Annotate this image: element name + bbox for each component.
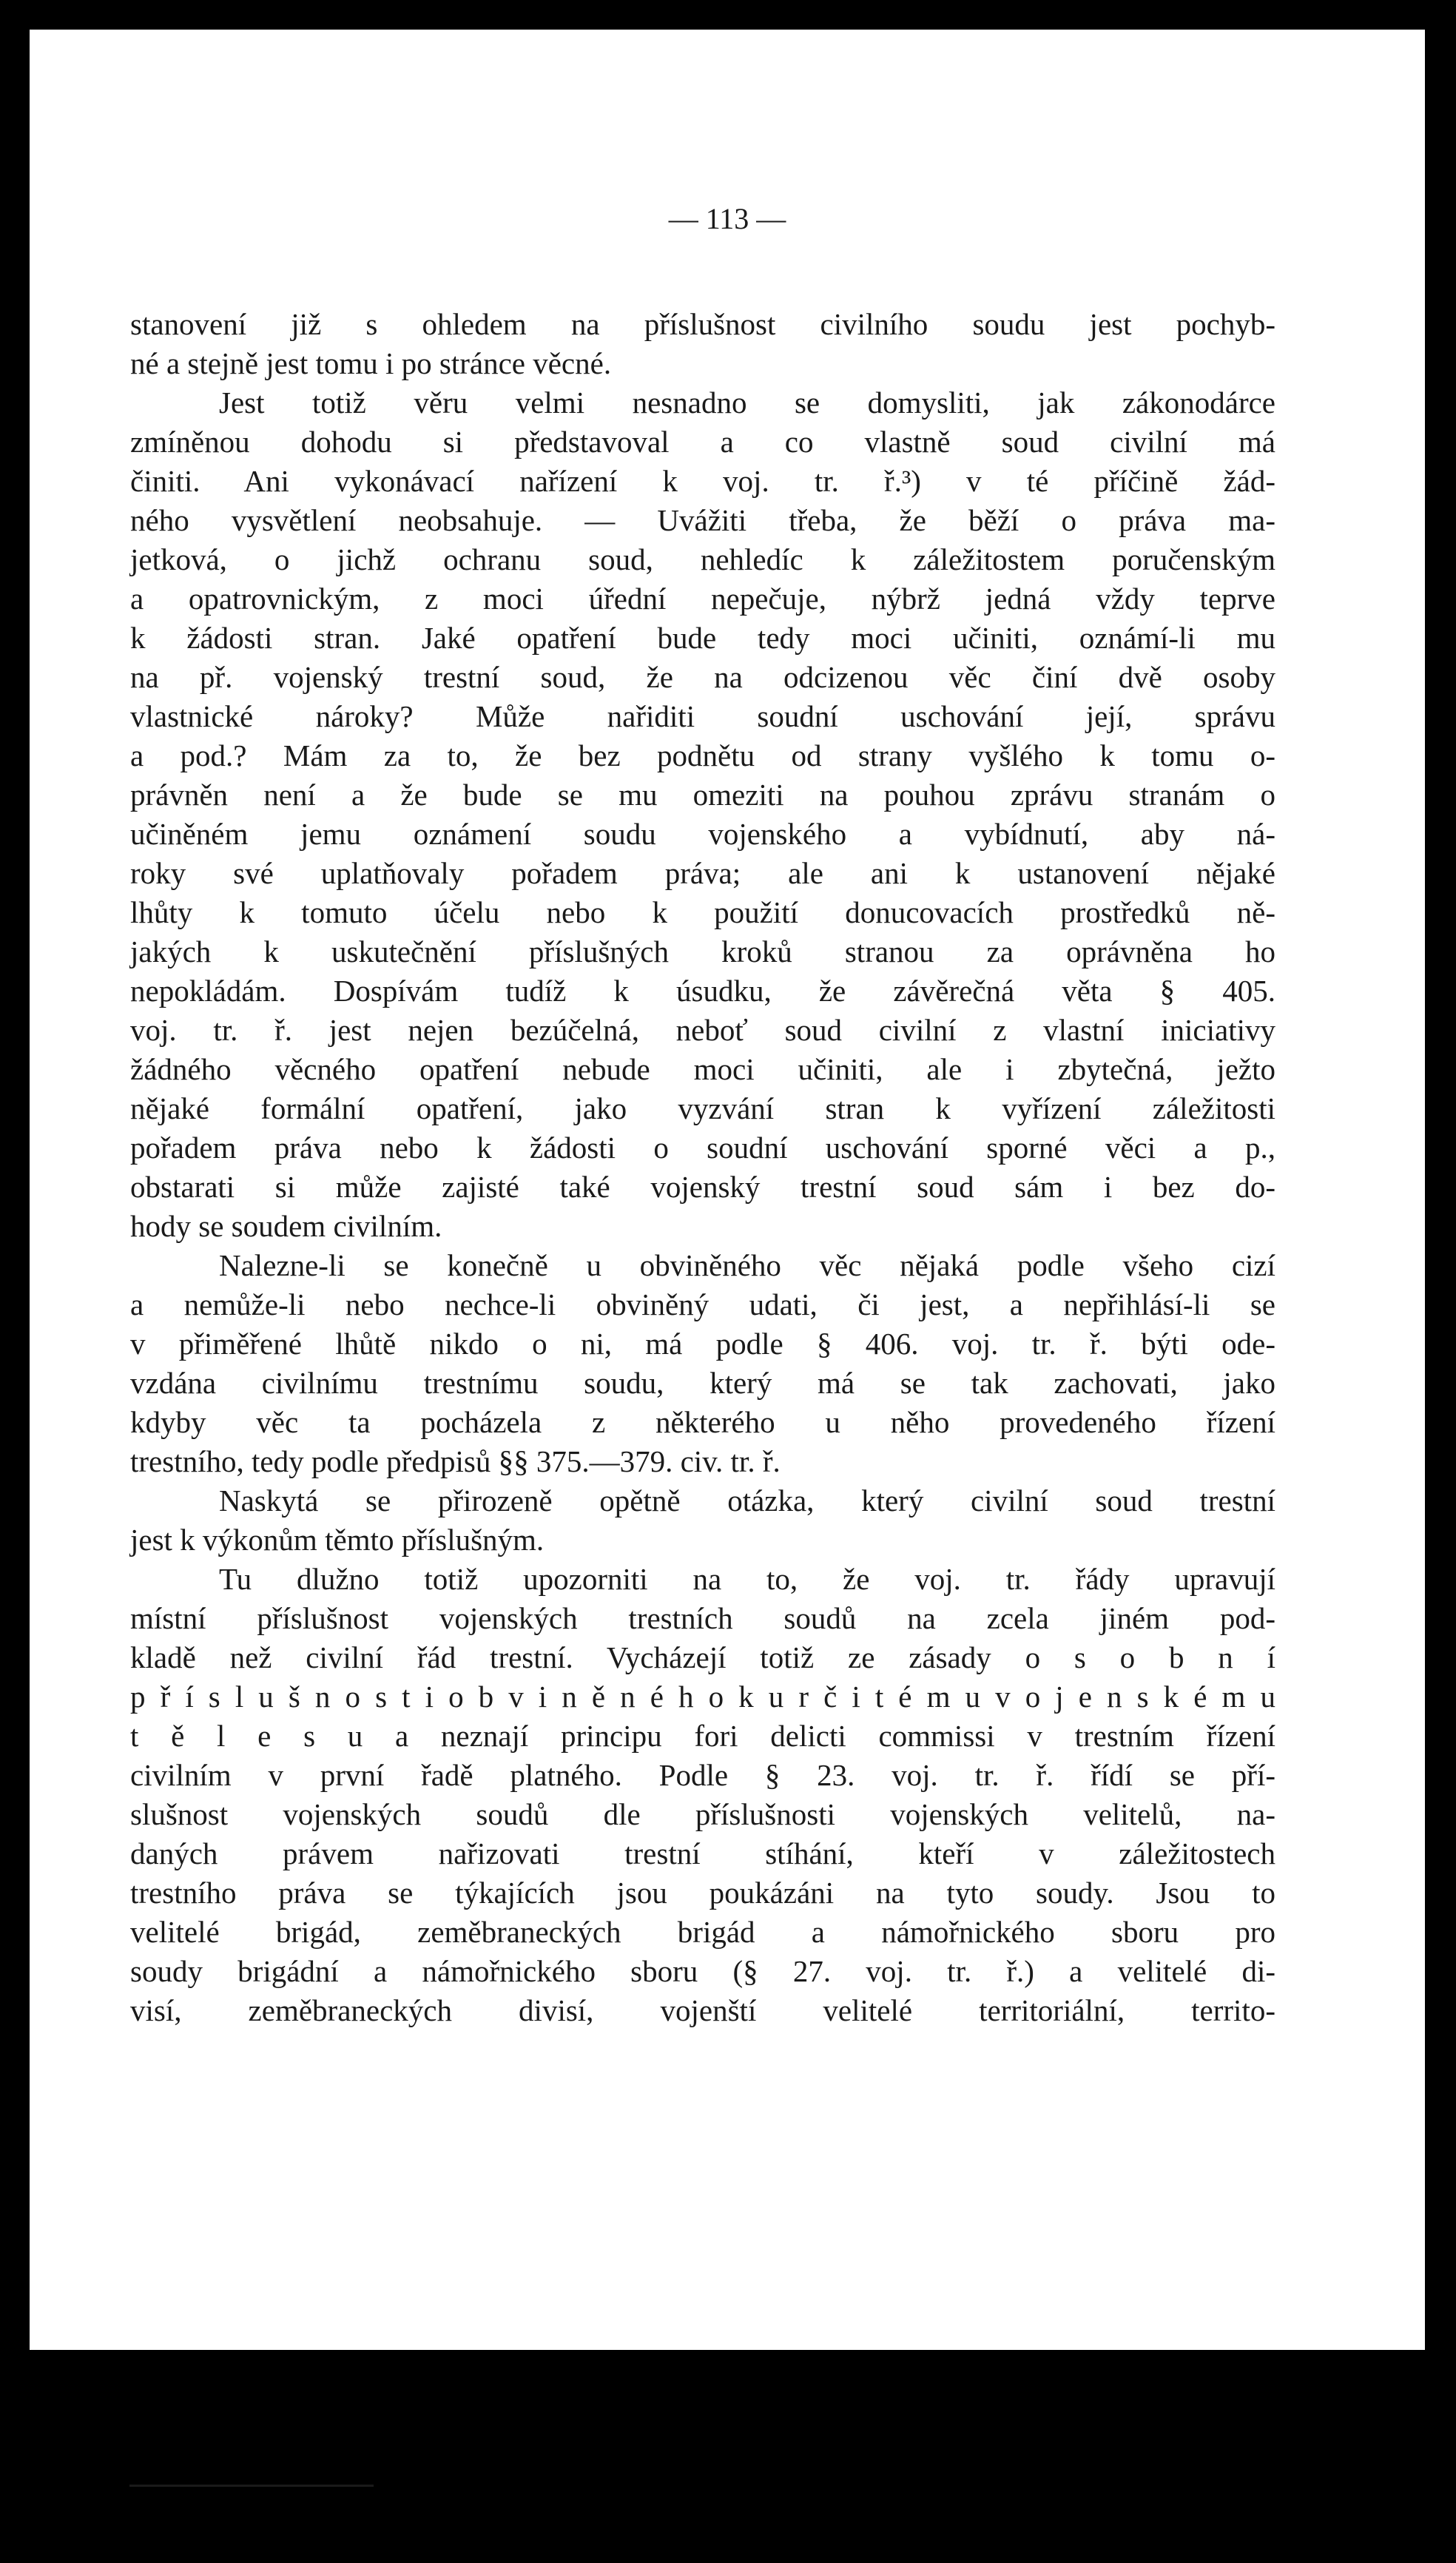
text-line: visí, zeměbraneckých divisí, vojenští velitelé territoriální, territo- bbox=[130, 1993, 1275, 2027]
text-line: soudy brigádní a námořnického sboru (§ 27. voj. tr. ř.) a velitelé di- bbox=[130, 1954, 1275, 1988]
text-line: Tu dlužno totiž upozorniti na to, že voj. tr. řády upravují bbox=[219, 1562, 1275, 1596]
text-line: v přiměřené lhůtě nikdo o ni, má podle § 406. voj. tr. ř. býti ode- bbox=[130, 1327, 1275, 1361]
text-line: vlastnické nároky? Může nařiditi soudní uschování její, správu bbox=[130, 699, 1275, 733]
text-line: Naskytá se přirozeně opětně otázka, který civilní soud trestní bbox=[219, 1483, 1275, 1518]
text-line: Nalezne-li se konečně u obviněného věc nějaká podle všeho cizí bbox=[219, 1248, 1275, 1282]
text-line: a pod.? Mám za to, že bez podnětu od strany vyšlého k tomu o- bbox=[130, 738, 1275, 772]
footnote-line: ³) Naříz. min zem. obrany v dohodě s min. války, vnitra a práv ze bbox=[197, 2502, 1246, 2530]
text-line: vzdána civilnímu trestnímu soudu, který má se tak zachovati, jako bbox=[130, 1366, 1275, 1400]
text-line: jetková, o jichž ochranu soud, nehledíc k záležitostem poručenským bbox=[130, 542, 1275, 576]
text-line: učiněném jemu oznámení soudu vojenského a vybídnutí, aby ná- bbox=[130, 817, 1275, 851]
footnote-divider bbox=[129, 2485, 374, 2487]
text-line: jest k výkonům těmto příslušným. bbox=[130, 1523, 545, 1557]
footnotes bbox=[101, 2501, 1246, 2563]
text-line: a nemůže-li nebo nechce-li obviněný udati, či jest, a nepřihlásí-li se bbox=[130, 1287, 1275, 1321]
text-line: jakých k uskutečnění příslušných kroků stranou za oprávněna ho bbox=[130, 934, 1275, 969]
text-line: nepokládám. Dospívám tudíž k úsudku, že závěrečná věta § 405. bbox=[130, 974, 1275, 1008]
text-line: hody se soudem civilním. bbox=[130, 1209, 442, 1243]
text-line: daných právem nařizovati trestní stíhání, kteří v záležitostech bbox=[130, 1836, 1275, 1870]
text-line: činiti. Ani vykonávací nařízení k voj. tr. ř.³) v té příčině žád- bbox=[130, 464, 1275, 498]
text-line: a opatrovnickým, z moci úřední nepečuje, nýbrž jedná vždy teprve bbox=[130, 582, 1275, 616]
text-line: k žádosti stran. Jaké opatření bude tedy moci učiniti, oznámí-li mu bbox=[130, 621, 1275, 655]
text-line: slušnost vojenských soudů dle příslušnosti vojenských velitelů, na- bbox=[130, 1797, 1275, 1831]
text-line: právněn není a že bude se mu omeziti na pouhou zprávu stranám o bbox=[130, 778, 1275, 812]
text-line: na př. vojenský trestní soud, že na odcizenou věc činí dvě osoby bbox=[130, 660, 1275, 694]
text-line: zmíněnou dohodu si představoval a co vlastně soud civilní má bbox=[130, 425, 1275, 459]
text-line: místní příslušnost vojenských trestních soudů na zcela jiném pod- bbox=[130, 1601, 1275, 1635]
text-line: Jest totiž věru velmi nesnadno se domysliti, jak zákonodárce bbox=[219, 385, 1275, 420]
text-line: stanovení již s ohledem na příslušnost civilního soudu jest pochyb- bbox=[130, 307, 1275, 341]
text-line: kdyby věc ta pocházela z některého u něho provedeného řízení bbox=[130, 1405, 1275, 1439]
page-number: — 113 — bbox=[668, 202, 786, 235]
text-line: t ě l e s u a neznají principu fori delicti commissi v trestním řízení bbox=[130, 1719, 1275, 1753]
text-line: velitelé brigád, zeměbraneckých brigád a námořnického sboru pro bbox=[130, 1915, 1275, 1949]
text-line: civilním v první řadě platného. Podle § 23. voj. tr. ř. řídí se pří- bbox=[130, 1758, 1275, 1792]
text-line: ného vysvětlení neobsahuje. — Uvážiti třeba, že běží o práva ma- bbox=[130, 503, 1275, 537]
text-line: trestního práva se týkajících jsou poukázáni na tyto soudy. Jsou to bbox=[130, 1876, 1275, 1910]
text-line: nějaké formální opatření, jako vyzvání stran k vyřízení záležitosti bbox=[130, 1091, 1275, 1125]
text-line: lhůty k tomuto účelu nebo k použití donucovacích prostředků ně- bbox=[130, 895, 1275, 929]
body-text bbox=[130, 305, 1275, 2030]
text-line: trestního, tedy podle předpisů §§ 375.—379. civ. tr. ř. bbox=[130, 1444, 781, 1478]
text-line: pořadem práva nebo k žádosti o soudní uschování sporné věci a p., bbox=[130, 1131, 1275, 1165]
footnote-line: dne 23. května 1914, č. 121 ř. z. bbox=[101, 2533, 435, 2561]
text-line: né a stejně jest tomu i po stránce věcné. bbox=[130, 346, 612, 380]
text-line: roky své uplatňovaly pořadem práva; ale ani k ustanovení nějaké bbox=[130, 856, 1275, 890]
text-line: voj. tr. ř. jest nejen bezúčelná, neboť soud civilní z vlastní iniciativy bbox=[130, 1013, 1275, 1047]
text-line: p ř í s l u š n o s t i o b v i n ě n é h o k u r č i t é m u v o j e n s k é m u bbox=[130, 1680, 1275, 1714]
document-page bbox=[30, 30, 1425, 2350]
text-line: obstarati si může zajisté také vojenský trestní soud sám i bez do- bbox=[130, 1170, 1275, 1204]
text-line: žádného věcného opatření nebude moci učiniti, ale i zbytečná, ježto bbox=[130, 1052, 1275, 1086]
text-line: kladě než civilní řád trestní. Vycházejí totiž ze zásady o s o b n í bbox=[130, 1640, 1275, 1674]
